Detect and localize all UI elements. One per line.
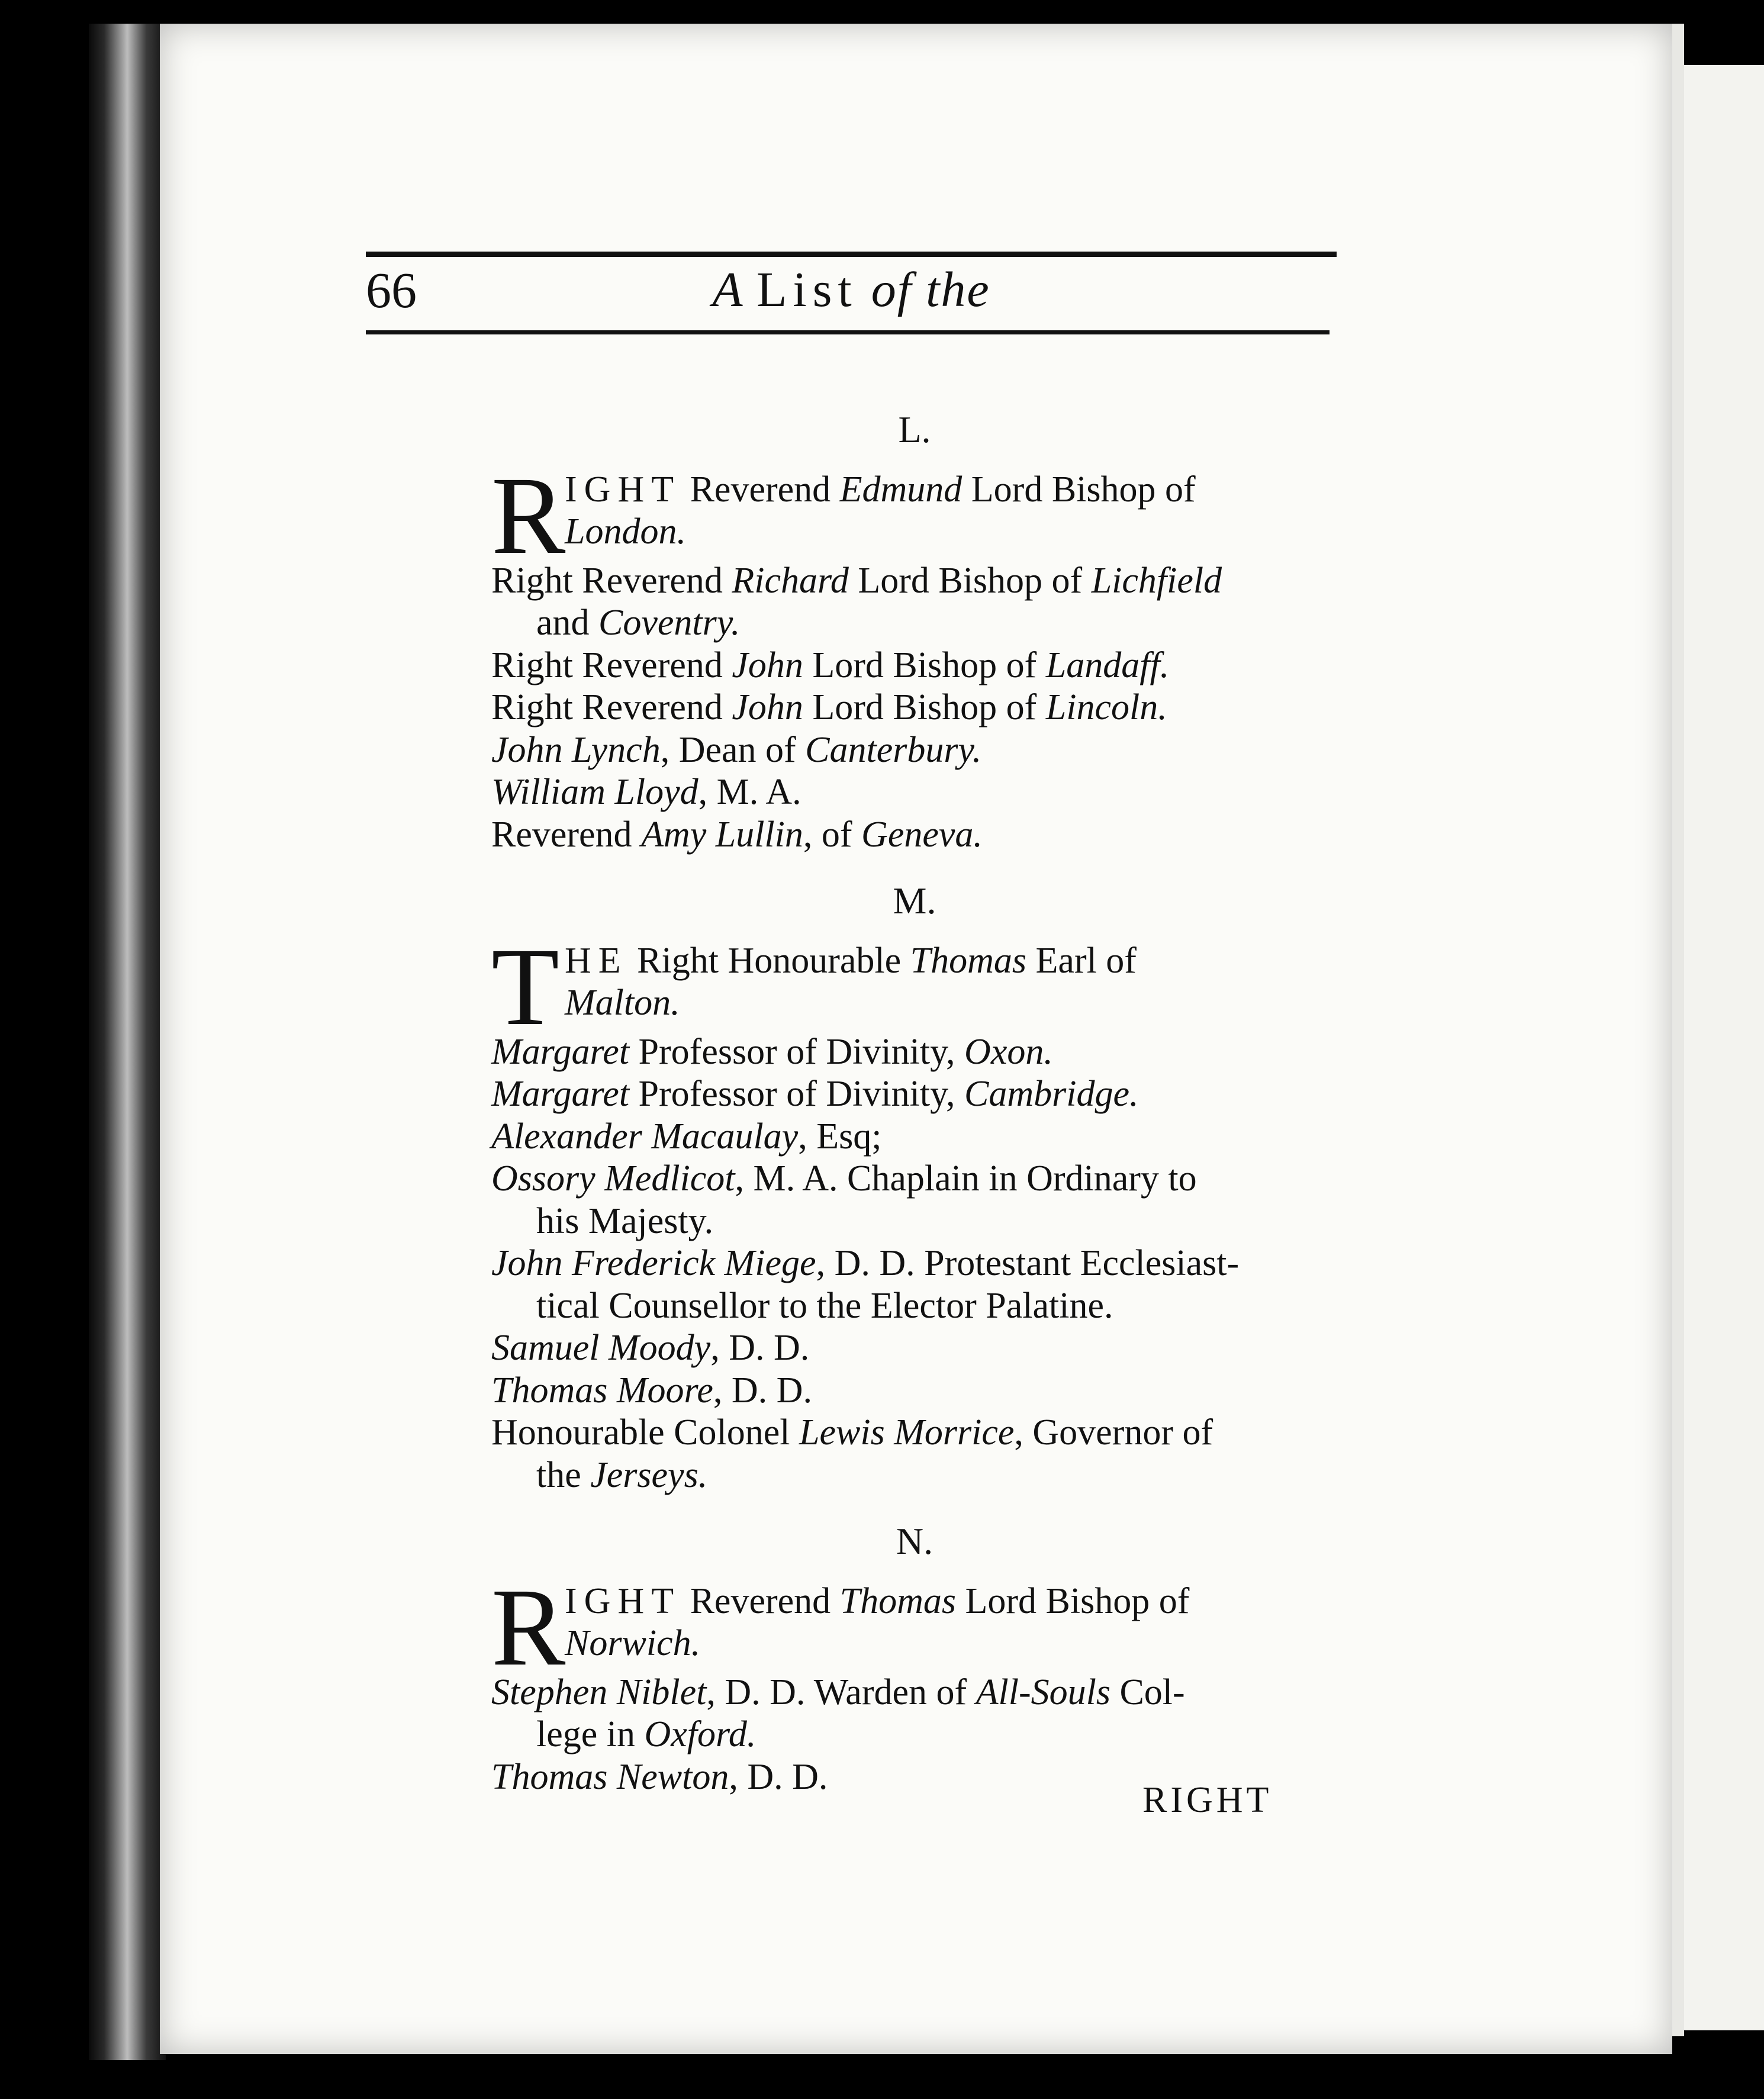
list-entry: William Lloyd, M. A. bbox=[491, 772, 801, 812]
list-entry: R IGHT Reverend Thomas Lord Bishop of Norwich. bbox=[491, 1564, 1190, 1689]
drop-cap: T bbox=[491, 924, 559, 1048]
section-heading-m: M. bbox=[893, 880, 936, 922]
list-entry: Margaret Professor of Divinity, Oxon. bbox=[491, 1031, 1053, 1072]
list-entry: Samuel Moody, D. D. bbox=[491, 1328, 810, 1368]
list-entry: Right Reverend John Lord Bishop of Lincoln. bbox=[491, 687, 1167, 727]
list-entry: Ossory Medlicot, M. A. Chaplain in Ordinary to his Majesty. bbox=[491, 1158, 1197, 1241]
page-number: 66 bbox=[366, 262, 417, 318]
list-entry: Stephen Niblet, D. D. Warden of All-Souls Col- lege in Oxford. bbox=[491, 1672, 1185, 1754]
list-entry: Alexander Macaulay, Esq; bbox=[491, 1116, 882, 1157]
page-header bbox=[366, 255, 1337, 326]
list-entry: John Frederick Miege, D. D. Protestant Ecclesiast- tical Counsellor to the Elector Palatine. bbox=[491, 1243, 1240, 1326]
running-head-list: List bbox=[757, 262, 858, 317]
header-rule-bottom bbox=[366, 330, 1330, 334]
running-head-a: A bbox=[712, 262, 743, 317]
book-spine bbox=[89, 24, 166, 2060]
list-entry: THE Right Honourable Thomas Earl of Malton. bbox=[491, 924, 1137, 1048]
list-entry: Right Reverend John Lord Bishop of Landaff. bbox=[491, 645, 1170, 685]
page-gutter bbox=[1672, 24, 1684, 2036]
list-entry: Margaret Professor of Divinity, Cambridge. bbox=[491, 1074, 1139, 1114]
list-entry: Honourable Colonel Lewis Morrice, Governor of the Jerseys. bbox=[491, 1412, 1213, 1495]
running-head-rest: of the bbox=[871, 262, 990, 317]
facing-page-edge bbox=[1684, 65, 1764, 2030]
drop-cap: R bbox=[491, 1564, 566, 1689]
section-heading-n: N. bbox=[896, 1520, 933, 1562]
section-heading-l: L. bbox=[898, 408, 931, 450]
page-body bbox=[491, 403, 1338, 1853]
list-entry: R IGHT Reverend Edmund Lord Bishop of London. bbox=[491, 453, 1196, 577]
list-entry: Thomas Moore, D. D. bbox=[491, 1370, 812, 1411]
list-entry: Reverend Amy Lullin, of Geneva. bbox=[491, 814, 983, 855]
list-entry: Right Reverend Richard Lord Bishop of Lichfield and Coventry. bbox=[491, 560, 1222, 643]
running-head bbox=[366, 255, 1337, 326]
drop-cap: R bbox=[491, 453, 566, 577]
list-entry: John Lynch, Dean of Canterbury. bbox=[491, 729, 982, 770]
catchword: RIGHT bbox=[1142, 1780, 1273, 1820]
list-entry: Thomas Newton, D. D. bbox=[491, 1756, 828, 1797]
